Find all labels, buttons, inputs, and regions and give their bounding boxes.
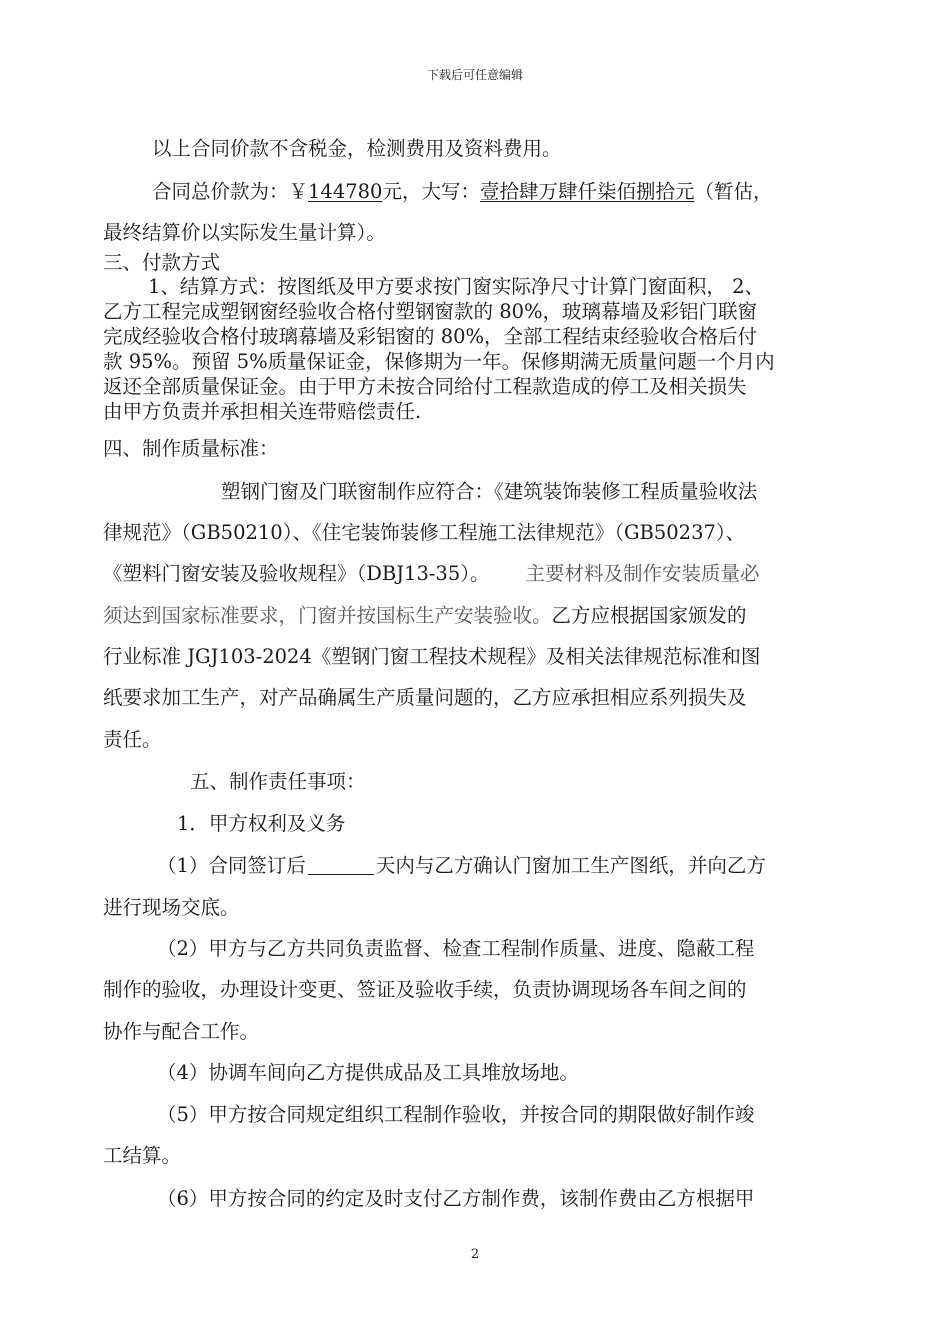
total-amount: 144780 [308,180,383,203]
text-line: 由甲方负责并承担相关连带赔偿责任. [103,400,422,423]
text-line: （6）甲方按合同的约定及时支付乙方制作费，该制作费由乙方根据甲 [157,1187,755,1210]
page-number: 2 [470,1247,480,1262]
text-line: （5）甲方按合同规定组织工程制作验收，并按合同的期限做好制作竣 [157,1103,755,1126]
subsection-heading: 1．甲方权利及义务 [177,812,346,835]
page-header: 下载后可任意编辑 [426,68,523,82]
text-line [157,850,766,878]
text-line: 律规范》（GB50210）、《住宅装饰装修工程施工法律规范》（GB50237）、 [103,521,746,544]
text-line: 纸要求加工生产，对产品确属生产质量问题的，乙方应承担相应系列损失及 [103,686,747,709]
text-line: 进行现场交底。 [103,896,240,919]
text-line [103,558,760,586]
text-line: 最终结算价以实际发生量计算）。 [103,221,386,244]
text-line: 以上合同价款不含税金，检测费用及资料费用。 [152,137,562,160]
text-fragment: 主要材料及制作安装质量必 [525,562,760,585]
text-line: 返还全部质量保证金。由于甲方未按合同给付工程款造成的停工及相关损失 [103,375,747,398]
total-amount-uppercase: 壹拾肆万肆仟柒佰捌拾元 [479,180,695,203]
section-heading: 三、付款方式 [103,251,221,274]
text-line: 款 95%。预留 5%质量保证金，保修期为一年。保修期满无质量问题一个月内 [103,350,775,373]
text-fragment: 须达到国家标准要求，门窗并按国标生产安装验收。 [103,604,552,627]
text-line: 乙方工程完成塑钢窗经验收合格付塑钢窗款的 80%，玻璃幕墙及彩铝门联窗 [103,300,758,323]
text-line: 制作的验收，办理设计变更、签证及验收手续，负责协调现场各车间之间的 [103,978,747,1001]
blank-days-field [308,854,374,875]
text-line: （4）协调车间向乙方提供成品及工具堆放场地。 [157,1061,579,1084]
text-line: 完成经验收合格付玻璃幕墙及彩铝窗的 80%，全部工程结束经验收合格后付 [103,325,758,348]
text-fragment: 合同总价款为：￥ [152,180,309,203]
contract-total-line [152,176,773,204]
text-line: 1、结算方式：按图纸及甲方要求按门窗实际净尺寸计算门窗面积， 2、 [148,275,765,298]
text-line: 塑钢门窗及门联窗制作应符合：《建筑装饰装修工程质量验收法 [221,480,758,503]
section-heading: 五、制作责任事项： [190,770,366,793]
text-line: 工结算。 [103,1144,182,1167]
text-fragment: 乙方应根据国家颁发的 [551,604,747,627]
text-line [103,600,747,628]
text-fragment: （暂估， [694,180,773,203]
text-line: （2）甲方与乙方共同负责监督、检查工程制作质量、进度、隐蔽工程 [157,937,755,960]
text-fragment: 天内与乙方确认门窗加工生产图纸，并向乙方 [375,854,766,877]
text-line: 协作与配合工作。 [103,1020,260,1043]
text-fragment: 元，大写： [382,180,480,203]
text-fragment: （1）合同签订后 [157,854,306,877]
section-heading: 四、制作质量标准： [103,437,279,460]
text-fragment: 《塑料门窗安装及验收规程》（DBJ13-35）。 [103,562,490,585]
text-line: 责任。 [103,728,162,751]
text-line: 行业标准 JGJ103-2024《塑钢门窗工程技术规程》及相关法律规范标准和图 [103,645,761,668]
